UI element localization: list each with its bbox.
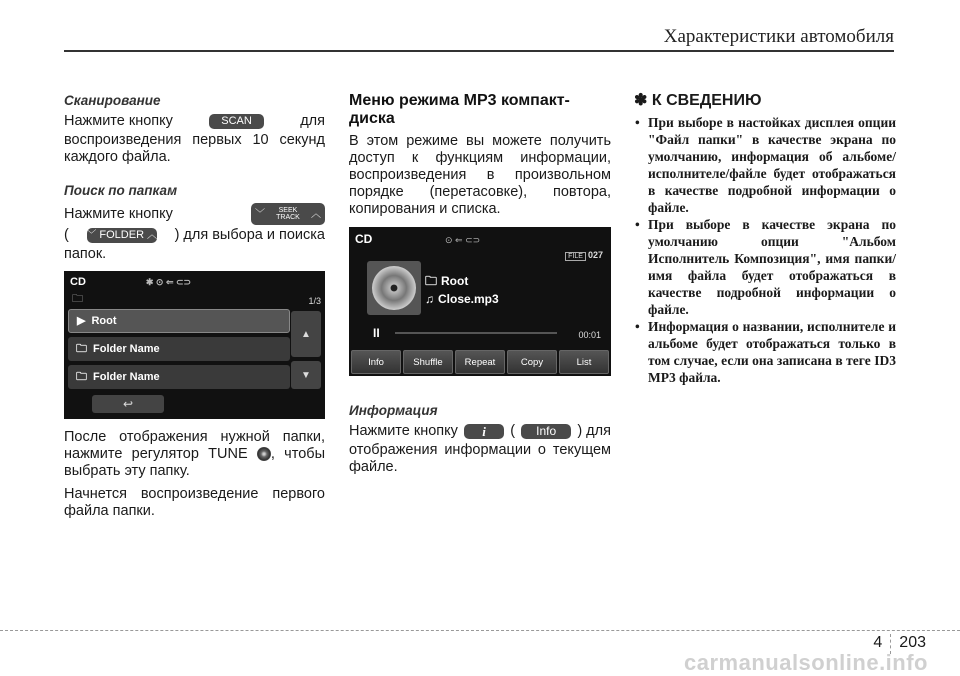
- status-icons: ⊙ ⇐ ⊂⊃: [445, 235, 481, 245]
- music-note-icon: ♫: [425, 292, 434, 306]
- scan-heading: Сканирование: [64, 93, 161, 108]
- mode-label: CD: [355, 232, 373, 246]
- back-arrow-icon: ↩: [122, 396, 134, 411]
- footer-rule: [0, 630, 960, 631]
- chevron-up-icon: ︿: [310, 208, 321, 220]
- chapter-number: 4: [873, 634, 883, 651]
- folder-icon: 🗀: [76, 370, 87, 383]
- folder-search-line1-text: Нажмите кнопку: [64, 205, 173, 222]
- list-menu-button[interactable]: List: [559, 350, 609, 374]
- folder-label: FOLDER: [99, 229, 145, 241]
- scan-line: [64, 113, 325, 130]
- list-item[interactable]: [68, 337, 290, 361]
- list-item-label: Root: [91, 314, 117, 327]
- copy-menu-button[interactable]: Copy: [507, 350, 557, 374]
- track-line: [425, 291, 499, 308]
- list-item-label: Folder Name: [93, 370, 160, 383]
- tune-instruction: После отображения нужной папки, нажмите регулятор TUNE , чтобы выбрать эту папку.: [64, 429, 325, 479]
- scan-line-pre: Нажмите кнопку: [64, 113, 173, 129]
- scan-text: воспроизведения первых 10 секунд каждого файла.: [64, 132, 325, 165]
- repeat-menu-button[interactable]: Repeat: [455, 350, 505, 374]
- progress-bar: [395, 332, 557, 334]
- list-item: • При выборе в качестве экрана по умолчанию опции "Альбом Исполнитель Композиция", имя папки/имя файла будет отображаться в качестве подробной информации о файле.: [634, 216, 896, 318]
- seek-track-button: [251, 203, 325, 225]
- info-text: отображения информации о текущем файле.: [349, 442, 611, 475]
- screen-status-bar: [70, 275, 319, 289]
- pause-icon: II: [373, 326, 380, 340]
- file-number: FILE 027: [565, 247, 603, 265]
- folder-open-paren: (: [64, 227, 69, 243]
- folder-name: Root: [441, 274, 469, 288]
- scroll-up-button[interactable]: [291, 311, 321, 357]
- folder-button: [87, 228, 157, 243]
- folder-search-line2-text: ) для выбора и поиска: [174, 227, 325, 243]
- mp3-player-screen: [349, 227, 611, 376]
- header-title: Характеристики автомобиля: [663, 26, 894, 47]
- list-item: • Информация о названии, исполнителе и альбоме будет отображаться только в том случае, если она записана в теге ID3 MP3 файла.: [634, 318, 896, 386]
- chevron-up-icon: ︿: [147, 230, 158, 241]
- list-item-label: Folder Name: [93, 342, 160, 355]
- info-line: [349, 423, 611, 440]
- i-button: i: [464, 424, 504, 439]
- mode-label: CD: [70, 275, 86, 288]
- disc-icon: [367, 261, 421, 315]
- arrow-down-icon: ▼: [301, 369, 311, 381]
- folder-icon: 🗀: [72, 293, 83, 305]
- info-line-pre: Нажмите кнопку: [349, 423, 458, 439]
- watermark: carmanualsonline.info: [684, 650, 928, 675]
- notice-list: [634, 114, 896, 386]
- track-label: TRACK: [276, 214, 300, 221]
- column-3: [634, 92, 896, 386]
- mp3-menu-buttons: [351, 350, 609, 374]
- folder-search-line3: папок.: [64, 246, 107, 262]
- page-number-value: 203: [899, 634, 926, 651]
- notice-heading: ✽ К СВЕДЕНИЮ: [634, 92, 762, 109]
- file-label: FILE: [565, 252, 586, 261]
- list-item[interactable]: [68, 365, 290, 389]
- seek-label: SEEK: [278, 207, 298, 214]
- info-line-post: ) для: [577, 423, 611, 439]
- arrow-up-icon: ▲: [301, 328, 311, 340]
- scroll-down-button[interactable]: [291, 361, 321, 389]
- play-time: 00:01: [578, 330, 601, 340]
- list-item: • При выборе в настойках дисплея опции "Файл папки" в качестве экрана по умолчанию, информация об альбоме/исполнителе/файле будет отображаться в качестве подробной информации о файле.: [634, 114, 896, 216]
- play-first-text: Начнется воспроизведение первого файла папки.: [64, 486, 325, 519]
- folder-icon: 🗀: [76, 342, 87, 355]
- info-menu-button[interactable]: Info: [351, 350, 401, 374]
- folder-search-heading: Поиск по папкам: [64, 183, 178, 198]
- status-icons: ✱ ⊙ ⇐ ⊂⊃: [145, 276, 192, 287]
- folder-search-line2: [64, 227, 325, 244]
- folder-search-line1: [64, 203, 325, 225]
- chevron-down-icon: ﹀: [255, 208, 265, 220]
- page-indicator: 1/3: [308, 296, 321, 306]
- back-button[interactable]: [92, 395, 164, 413]
- tune-knob-icon: [257, 447, 271, 461]
- mp3-menu-heading: Меню режима MP3 компакт-диска: [349, 92, 570, 127]
- column-2: [349, 92, 611, 482]
- chevron-down-icon: ﹀: [86, 230, 97, 241]
- shuffle-menu-button[interactable]: Shuffle: [403, 350, 453, 374]
- scan-line-post: для: [300, 113, 325, 129]
- header-rule: [64, 50, 894, 52]
- column-1: [64, 92, 325, 526]
- info-button: Info: [521, 424, 571, 439]
- folder-icon: 🗀: [425, 274, 438, 288]
- info-open-paren: (: [510, 423, 516, 439]
- track-name: Close.mp3: [438, 292, 499, 306]
- scan-button: SCAN: [209, 114, 264, 129]
- folder-line: [425, 273, 468, 290]
- mp3-menu-text: В этом режиме вы можете получить доступ к функциям информации, воспроизведения в произвольном порядке (перетасовке), повтора, копирования и списка.: [349, 133, 611, 217]
- list-item[interactable]: [68, 309, 290, 333]
- folder-list-screen: [64, 271, 325, 419]
- info-heading: Информация: [349, 403, 438, 418]
- play-circle-icon: ▶: [77, 314, 86, 327]
